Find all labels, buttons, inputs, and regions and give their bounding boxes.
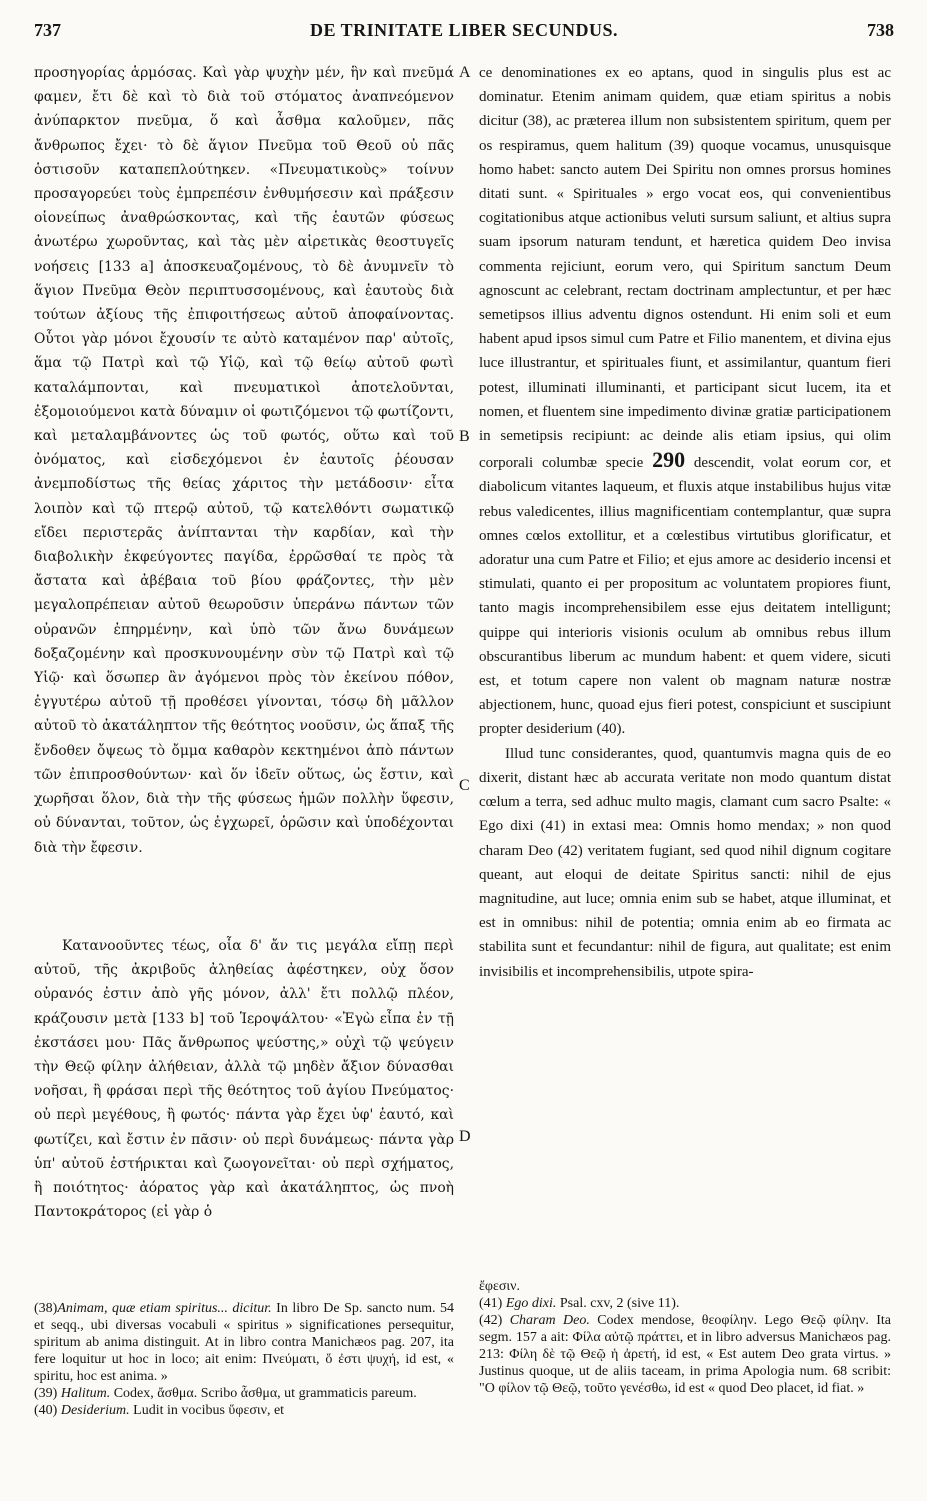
- page-number-left: 737: [34, 20, 61, 40]
- footnote-38-text: In libro De Sp. sancto num. 54 et seqq., ubi diversas vocabuli « spiritus » significationes persequitur, spiritum ab anima distinguit. At in libro contra Manichæos pag. 207, ita fere loquitur ut hoc in loco; ait enim: Πνεύματι, ὅ ἐστι ψυχή, id est, « spiritu, hoc est anima. »: [34, 1301, 454, 1384]
- latin-column: [479, 61, 891, 1273]
- page-number-right: 738: [867, 20, 894, 40]
- footnotes-left: [34, 1300, 454, 1490]
- footnote-41: [479, 1295, 891, 1312]
- running-header: [34, 20, 894, 50]
- footnote-39-text: Codex, ἄσθμα. Scribo ἆσθμα, ut grammaticis pareum.: [110, 1386, 417, 1401]
- footnote-39: [34, 1385, 454, 1402]
- latin-paragraph-1-part-b: descendit, volat eorum cor, et diabolicum vitantes laqueum, et fluxis atque instabilibus hujus vitæ rebus valedicentes, illius magnificentiam contemplantur, quæ supra omnes cœlos extollitur, et a cœlestibus virtutibus glorificatur, et adoratur una cum Patre et Filio; et ejus amore ac desiderio incensi et stimulati, quanto ei per propositum ac voluntatem propiores fiunt, tanto magis incomprehensibilem esse ejus deitatem intelligunt; quippe qui interioris visionis oculum ab omnibus rebus illum obscurantibus liberum ac mundum habent: et quem videre, sicuti est, et totum capere non valent ob magnam naturæ nostræ abjectionem, hunc, quoad ejus fieri potest, conspiciunt et suscipiunt propter desiderium (40).: [479, 455, 891, 738]
- footnote-40: [34, 1402, 454, 1419]
- greek-paragraph-2: Κατανοοῦντες τέως, οἷα δ' ἄν τις μεγάλα εἴπῃ περὶ αὐτοῦ, τῆς ἀκριβοῦς ἀληθείας ἀφέστηκεν, οὐχ ὅσον οὐρανός ἐστιν ἀπὸ γῆς μόνον, ἀλλ' ἔτι πολλῷ πλέον, κράζουσιν μετὰ [133 b] τοῦ Ἱεροψάλτου· «Ἐγὼ εἶπα ἐν τῇ ἐκστάσει μου· Πᾶς ἄνθρωπος ψεύστης,» οὐχὶ τῷ ψεύγειν τὴν Θεῷ φίλην ἀλήθειαν, ἀλλὰ τῷ μηδὲν ἄξιον δύνασθαι νοῆσαι, ἢ φράσαι περὶ τῆς θεότητος τοῦ ἁγίου Πνεύματος· οὐ περὶ μεγέθους, ἢ φωτός· πάντα γὰρ ἔχει ὑφ' ἑαυτό, καὶ φωτίζει, καὶ ἔστιν ἐν πᾶσιν· οὐ περὶ δυνάμεως· πάντα γὰρ ὑπ' αὐτοῦ ἐστήρικται καὶ ζωογονεῖται· οὐ περὶ σχήματος, ἢ ποιότητος· ἀόρατος γὰρ καὶ ἀκατάληπτος, ὡς πνοὴ Παντοκράτορος (εἰ γὰρ ὁ: [34, 938, 454, 1221]
- running-title: DE TRINITATE LIBER SECUNDUS.: [309, 20, 619, 40]
- footnote-39-number: (39): [34, 1386, 58, 1401]
- footnote-39-lemma: Halitum.: [60, 1386, 111, 1401]
- latin-paragraph-2: Illud tunc considerantes, quod, quantumvis magna quis de eo dixerit, distant hæc ab accurata veritate non modo quantum distat cœlum a terra, sed adhuc multo magis, clamant cum sacro Psalte: « Ego dixi (41) in extasi mea: Omnis homo mendax; » non quod charam Deo (42) veritatem fugiant, sed quod nihil dignum cogitare queant, aut eloqui de deitate Spiritus sancti: nihil de ejus magnitudine, aut luce; omnia enim sub se habet, atque illuminat, et est in omnibus: nihil de potentia; omnia enim ab eo firmata ac stabilita sunt et fecundantur: nihil de figura, aut qualitate; est enim invisibilis et incomprehensibilis, utpote spira-: [479, 745, 891, 980]
- footnote-41-text: Psal. cxv, 2 (sive 11).: [556, 1296, 680, 1311]
- footnote-41-number: (41): [479, 1296, 503, 1311]
- footnote-40-lemma: Desiderium.: [60, 1403, 130, 1418]
- footnotes-right: [479, 1278, 891, 1490]
- greek-paragraph-1: προσηγορίας ἁρμόσας. Καὶ γὰρ ψυχὴν μέν, ἣν καὶ πνεῦμά φαμεν, ἔτι δὲ καὶ τὸ διὰ τοῦ στόματος ἀναπνεόμενον ἀνύπαρκτον πνεῦμα, ὅ καὶ ἆσθμα καλοῦμεν, πᾶς ἄνθρωπος ἔχει· τὸ δὲ ἅγιον Πνεῦμα τοῦ Θεοῦ οὐ πᾶς ὁστισοῦν καταπεπλούτηκεν. «Πνευματικοὺς» τοίνυν προσαγορεύει τοὺς ἐμπρεπέσιν ἐνθυμήσεσιν καὶ πράξεσιν οἱονείπως ἀναθρώσκοντας, καὶ τῆς ἑαυτῶν φύσεως ἀνωτέρω χωροῦντας, καὶ τὰς μὲν αἱρετικὰς θεοστυγεῖς νοήσεις [133 a] ἀποσκευαζομένους, τὸ δὲ ἀνυμνεῖν τὸ ἅγιον Πνεῦμα Θεὸν περιπτυσσομένους, καὶ ἑαυτοὺς διὰ τούτων ἀξίους τῆς ἐπιφοιτήσεως αὐτοῦ ἀποφαίνοντας. Οὗτοι γὰρ μόνοι ἔχουσίν τε αὐτὸ καταμένον παρ' αὐτοῖς, ἅμα τῷ Πατρὶ καὶ τῷ Υἱῷ, καὶ τῷ θείῳ αὐτοῦ φωτὶ καταλάμπονται, καὶ πνευματικοὶ ἀποτελοῦνται, ἐξομοιούμενοι κατὰ δύναμιν οἱ φωτιζόμενοι τῷ φωτίζοντι, καὶ μεταλαμβάνοντες ὡς τοῦ φωτός, οὕτω καὶ τοῦ ὀνόματος, καὶ εἰσδεχόμενοι ἐν ἑαυτοῖς ῥέουσαν ἀνεμποδίστως τῆς θείας χάριτος τὴν μετάδοσιν· εἶτα λοιπὸν καὶ τῷ πτερῷ αὐτοῦ, τῷ κατελθόντι σωματικῷ εἴδει περιστερᾶς ἀνίπτανται τὴν καρδίαν, καὶ τὴν διαβολικὴν ἐκφεύγοντες παγίδα, ἐρρῶσθαί τε πρὸς τὰ ἄστατα καὶ ἀβέβαια τοῦ βίου φράζοντες, τὴν μὲν μεγαλοπρέπειαν αὐτοῦ θεωροῦσιν ὑπεράνω πάντων τῶν οὐρανῶν ἐπηρμένην, καὶ ὑπὸ τῶν ἄνω δυνάμεων δοξαζομένην καὶ προσκυνουμένην σὺν τῷ Πατρὶ καὶ τῷ Υἱῷ· καὶ ὅσωπερ ἂν ἀγόμενοι πρὸς τὸν ἐκείνου πόθον, ἐγγυτέρω αὐτοῦ τῇ προθέσει γίνονται, τόσῳ δὴ μᾶλλον αὐτοῦ τὸ ἀκατάληπτον τῆς θεότητος νοοῦσιν, ὡς ἅπαξ τῆς ἔνδοθεν ὄψεως τὸ ὄμμα καθαρὸν κεκτημένοι ἀπὸ πάντων τῶν ἐπιπροσθούντων· καὶ ὅν ἰδεῖν οὕτως, ὡς ἔστιν, καὶ χωρῆσαι ὅλον, διὰ τὴν τῆς φύσεως ἡμῶν πολλὴν ὕφεσιν, οὐ δύνανται, τοῦτον, ὡς ἐγχωρεῖ, ὁρῶσιν καὶ ὑποδέχονται διὰ τὴν ἔφεσιν.: [34, 65, 454, 856]
- footnote-38-lemma: Animam, quæ etiam spiritus... dicitur.: [57, 1301, 272, 1316]
- footnote-40-continued: ἔφεσιν.: [479, 1279, 520, 1294]
- margin-letter-d: D: [459, 1128, 471, 1145]
- margin-letter-a: A: [459, 64, 471, 81]
- greek-column: [34, 61, 454, 897]
- footnote-38-number: (38): [34, 1301, 58, 1316]
- footnote-42-lemma: Charam Deo.: [509, 1313, 590, 1328]
- footnote-42-text: Codex mendose, θεοφίλην. Lego Θεῷ φίλην. Ita segm. 157 a ait: Φίλα αὐτῷ πράττει, et in libro adversus Manichæos pag. 213: Φίλη δὲ τῷ Θεῷ ἡ ἀρετή, id est, « Est autem Deo grata virtus. » Justinus quoque, ut de aliis taceam, in prima Apologia num. 68 scribit: "Ο φίλον τῷ Θεῷ, τοῦτο γενέσθω, id est « quod Deo placet, id fiat. »: [479, 1313, 891, 1396]
- edition-page-marker: 290: [652, 447, 686, 473]
- footnote-40-text: Ludit in vocibus ὕφεσιν, et: [129, 1403, 285, 1418]
- greek-column-continued: [34, 934, 454, 1264]
- footnote-41-lemma: Ego dixi.: [505, 1296, 557, 1311]
- footnote-42: [479, 1312, 891, 1397]
- footnote-38: [34, 1300, 454, 1385]
- footnote-40-number: (40): [34, 1403, 58, 1418]
- footnote-42-number: (42): [479, 1313, 503, 1328]
- margin-letter-c: C: [459, 777, 470, 794]
- latin-paragraph-1: [479, 61, 891, 742]
- margin-letter-b: B: [459, 428, 470, 445]
- latin-paragraph-1-part-a: ce denominationes ex eo aptans, quod in singulis plus est ac dominatur. Etenim animam quidem, quæ etiam spiritus a nobis dicitur (38), ac præterea illum non subsistentem spiritum, quem per os respiramus, quem halitum (39) quoque vocamus, unusquisque homo habet: sancto autem Dei Spiritu non omnes prorsus homines ditati sunt. « Spirituales » ergo vocat eos, qui convenientibus cogitationibus atque actionibus veluti sursum saliunt, et altius supra suam ipsorum naturam tendunt, et hæretica quidem Deo invisa commenta rejiciunt, eorum vero, qui Spiritum sanctum Deum agnoscunt ac celebrant, rectam doctrinam amplectuntur, et per hæc semetipsos illius adventu dignos ostendunt. Hi enim soli et eum habent apud ipsos simul cum Patre et Filio manentem, et divina ejus luce illustrantur, et spirituales fiunt, et assimilantur, quantum fieri potest, illuminati illuminanti, et participant sicut lucem, ita et nomen, et fluentem sine impedimento divinæ gratiæ participationem in semetipsis recipiunt: ac deinde alis etiam ipsius, qui olim corporali columbæ specie: [479, 65, 891, 472]
